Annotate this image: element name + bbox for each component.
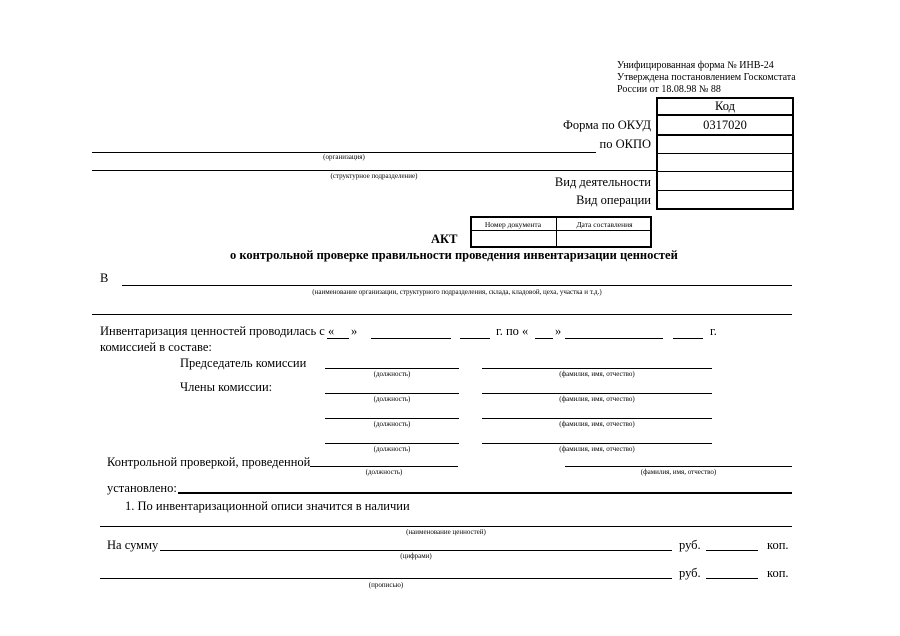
- kop-label: коп.: [767, 538, 789, 552]
- code-divider: [656, 171, 794, 172]
- subdivision-caption: (структурное подразделение): [330, 172, 418, 180]
- member2-name-field[interactable]: [482, 418, 712, 419]
- control-position-field[interactable]: [310, 466, 458, 467]
- control-name-field[interactable]: [565, 466, 792, 467]
- position-caption: (должность): [373, 395, 411, 403]
- quote-close-2: »: [555, 324, 562, 338]
- act-subtitle: о контрольной проверке правильности проведения инвентаризации ценностей: [230, 248, 678, 262]
- start-year-field[interactable]: [460, 338, 490, 339]
- act-title: АКТ: [431, 232, 458, 246]
- doc-date-cell[interactable]: [558, 232, 650, 246]
- sum-digits-field[interactable]: [160, 550, 672, 551]
- chairman-position-field[interactable]: [325, 368, 459, 369]
- chairman-name-field[interactable]: [482, 368, 712, 369]
- name-caption: (фамилия, имя, отчество): [640, 468, 717, 476]
- organization-caption: (организация): [323, 153, 365, 161]
- position-caption: (должность): [365, 468, 403, 476]
- end-year-field[interactable]: [673, 338, 703, 339]
- form-header-line2: Утверждена постановлением Госкомстата: [617, 72, 796, 83]
- kop-words-field[interactable]: [706, 578, 758, 579]
- code-header: Код: [715, 99, 735, 113]
- start-day-field[interactable]: [327, 338, 349, 339]
- okud-value: 0317020: [703, 118, 747, 132]
- year-end-label: г.: [710, 324, 717, 338]
- year-to-label: г. по «: [496, 324, 529, 338]
- end-month-field[interactable]: [565, 338, 663, 339]
- member1-position-field[interactable]: [325, 393, 459, 394]
- activity-label: Вид деятельности: [554, 175, 651, 189]
- member1-name-field[interactable]: [482, 393, 712, 394]
- form-header-line1: Унифицированная форма № ИНВ-24: [617, 60, 774, 71]
- kop-label: коп.: [767, 566, 789, 580]
- end-day-field[interactable]: [535, 338, 553, 339]
- location-line-2[interactable]: [92, 314, 792, 315]
- name-caption: (фамилия, имя, отчество): [559, 395, 635, 403]
- inventory-period-text: Инвентаризация ценностей проводилась с «: [100, 324, 335, 338]
- values-name-field[interactable]: [100, 526, 792, 527]
- okpo-label: по ОКПО: [599, 137, 651, 151]
- code-divider: [656, 190, 794, 191]
- commission-text: комиссией в составе:: [100, 340, 212, 354]
- control-performed-label: Контрольной проверкой, проведенной: [107, 455, 311, 469]
- code-divider: [656, 153, 794, 154]
- doc-date-header: Дата составления: [576, 220, 633, 229]
- doc-table-divider: [470, 230, 652, 231]
- doc-number-cell[interactable]: [472, 232, 555, 246]
- quote-close-1: »: [351, 324, 358, 338]
- values-caption: (наименование ценностей): [406, 528, 486, 536]
- position-caption: (должность): [373, 370, 411, 378]
- rub-label: руб.: [679, 566, 701, 580]
- members-label: Члены комиссии:: [180, 380, 273, 394]
- form-header-line3: России от 18.08.98 № 88: [617, 84, 721, 95]
- established-label: установлено:: [107, 481, 177, 495]
- sum-label: На сумму: [107, 538, 159, 552]
- operation-label: Вид операции: [576, 193, 651, 207]
- start-month-field[interactable]: [371, 338, 451, 339]
- location-line[interactable]: [122, 285, 792, 286]
- location-prefix: В: [100, 271, 109, 285]
- position-caption: (должность): [373, 445, 411, 453]
- name-caption: (фамилия, имя, отчество): [559, 420, 635, 428]
- digits-caption: (цифрами): [400, 552, 432, 560]
- sum-words-field[interactable]: [100, 578, 672, 579]
- subdivision-line[interactable]: [92, 170, 656, 171]
- rub-label: руб.: [679, 538, 701, 552]
- member2-position-field[interactable]: [325, 418, 459, 419]
- name-caption: (фамилия, имя, отчество): [559, 445, 635, 453]
- position-caption: (должность): [373, 420, 411, 428]
- okud-label: Форма по ОКУД: [563, 118, 651, 132]
- location-caption: (наименование организации, структурного подразделения, склада, кладовой, цеха, участка и т.д.): [312, 288, 602, 296]
- doc-number-header: Номер документа: [484, 220, 542, 229]
- item1-text: 1. По инвентаризационной описи значится в наличии: [125, 499, 410, 513]
- established-field[interactable]: [178, 492, 792, 494]
- chairman-label: Председатель комиссии: [180, 356, 307, 370]
- member3-name-field[interactable]: [482, 443, 712, 444]
- member3-position-field[interactable]: [325, 443, 459, 444]
- words-caption: (прописью): [368, 581, 404, 589]
- name-caption: (фамилия, имя, отчество): [559, 370, 635, 378]
- kop-digits-field[interactable]: [706, 550, 758, 551]
